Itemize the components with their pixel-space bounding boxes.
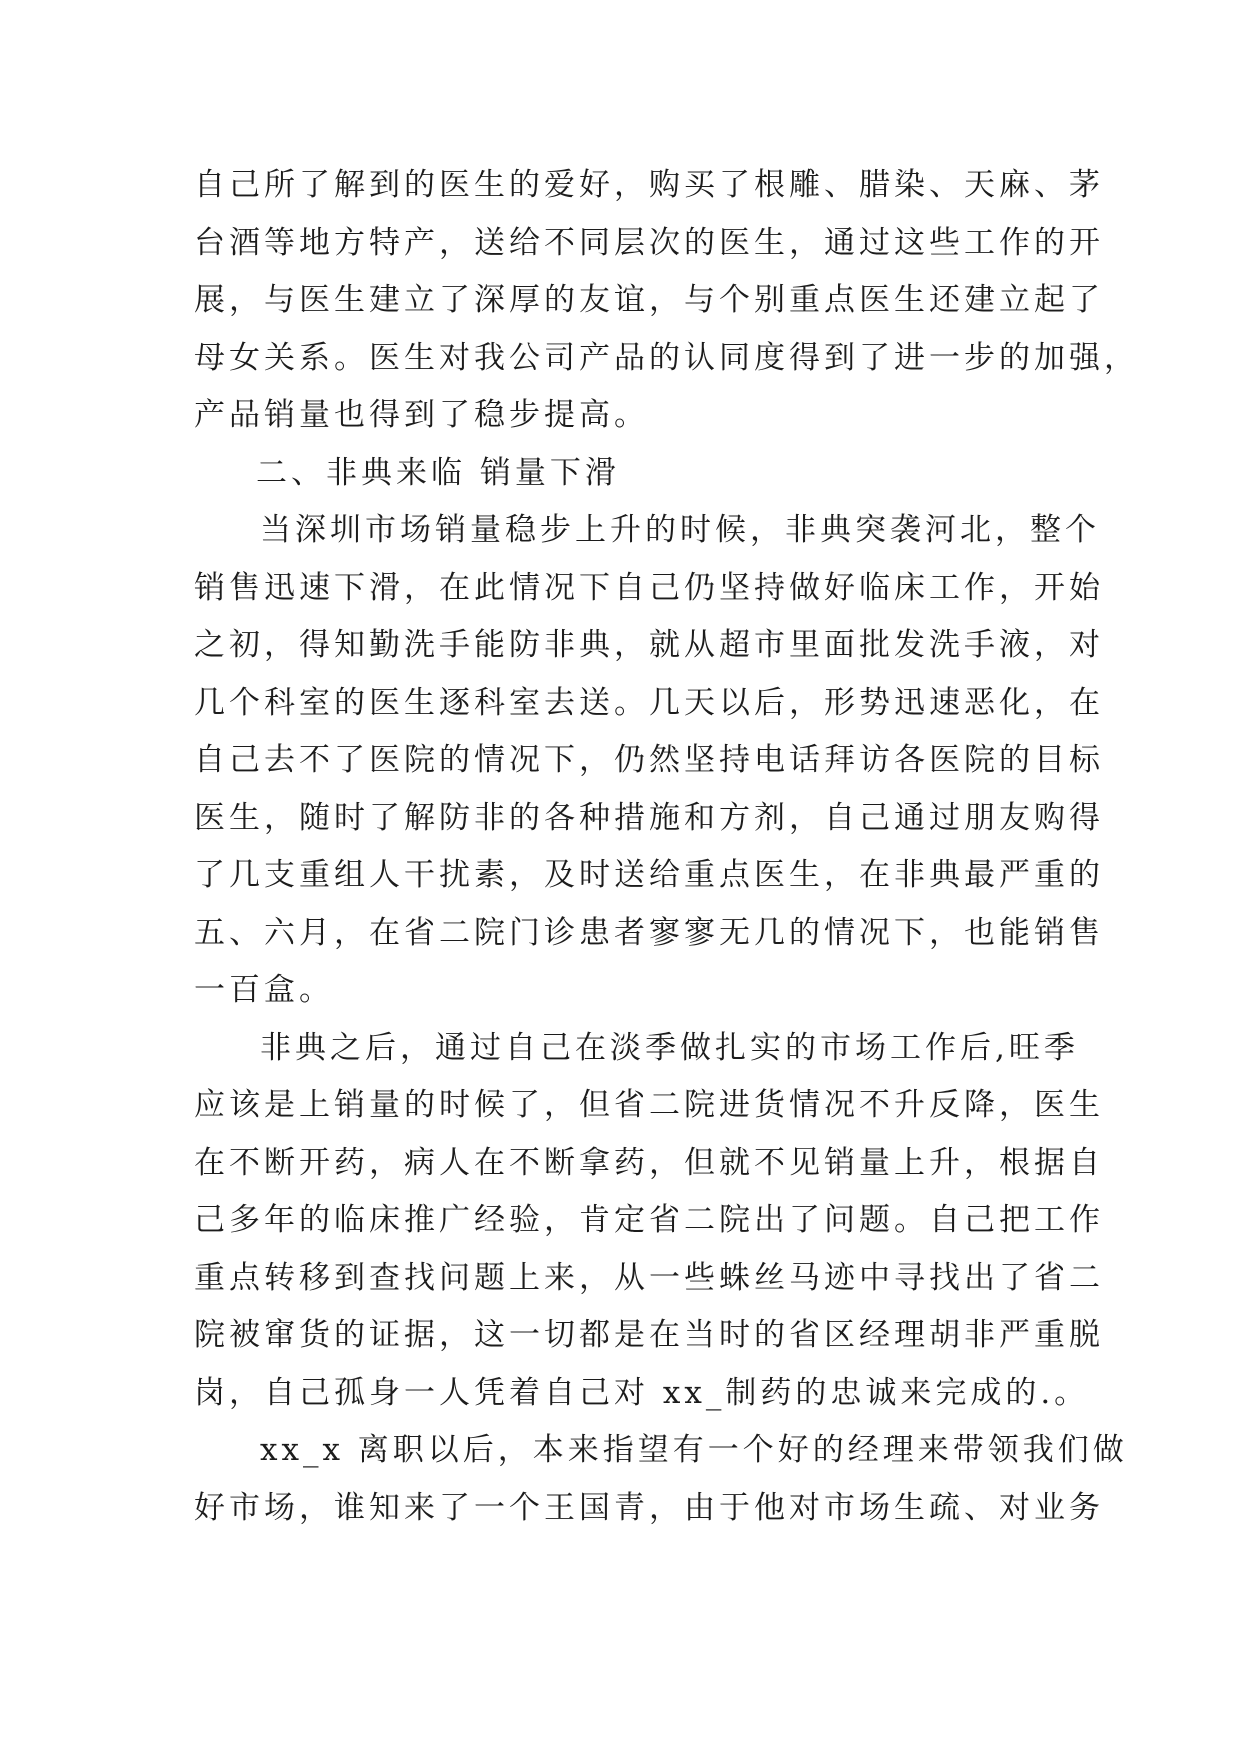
text-line: 院被窜货的证据，这一切都是在当时的省区经理胡非严重脱 xyxy=(194,1317,1104,1353)
text-line: 销售迅速下滑，在此情况下自己仍坚持做好临床工作，开始 xyxy=(194,569,1104,606)
text-line: 应该是上销量的时候了，但省二院进货情况不升反降，医生 xyxy=(194,1087,1104,1123)
paragraph-1 xyxy=(194,157,1139,445)
text-line: 己多年的临床推广经验，肯定省二院出了问题。自己把工作 xyxy=(194,1202,1104,1238)
paragraph-3 xyxy=(194,1020,1104,1423)
text-line: 五、六月，在省二院门诊患者寥寥无几的情况下，也能销售 xyxy=(194,914,1104,951)
text-line: 重点转移到查找问题上来，从一些蛛丝马迹中寻找出了省二 xyxy=(194,1259,1104,1296)
text-line: 在不断开药，病人在不断拿药，但就不见销量上升，根据自 xyxy=(194,1144,1104,1181)
text-line: 台酒等地方特产，送给不同层次的医生，通过这些工作的开 xyxy=(194,224,1104,261)
text-line: 岗，自己孤身一人凭着自己对 xx_制药的忠诚来完成的.。 xyxy=(194,1374,1090,1411)
text-line: 母女关系。医生对我公司产品的认同度得到了进一步的加强， xyxy=(194,339,1139,376)
text-line: 一百盒。 xyxy=(194,972,334,1008)
section-heading xyxy=(194,445,1058,503)
section-heading-text: 二、非典来临 销量下滑 xyxy=(256,454,620,491)
text-line: 展，与医生建立了深厚的友谊，与个别重点医生还建立起了 xyxy=(194,282,1104,318)
text-line: 产品销量也得到了稳步提高。 xyxy=(194,397,649,433)
paragraph-2 xyxy=(194,502,1104,1020)
document-body xyxy=(194,157,1139,1537)
text-line: 当深圳市场销量稳步上升的时候，非典突袭河北，整个 xyxy=(260,512,1100,548)
text-line: 自己去不了医院的情况下，仍然坚持电话拜访各医院的目标 xyxy=(194,742,1104,778)
text-line: 了几支重组人干扰素，及时送给重点医生，在非典最严重的 xyxy=(194,857,1104,893)
text-line: 医生，随时了解防非的各种措施和方剂，自己通过朋友购得 xyxy=(194,799,1104,836)
paragraph-4 xyxy=(194,1422,1128,1537)
text-line: 非典之后，通过自己在淡季做扎实的市场工作后,旺季 xyxy=(260,1029,1079,1066)
text-line: 之初，得知勤洗手能防非典，就从超市里面批发洗手液，对 xyxy=(194,627,1104,663)
text-line: xx_x 离职以后，本来指望有一个好的经理来带领我们做 xyxy=(260,1432,1128,1468)
text-line: 几个科室的医生逐科室去送。几天以后，形势迅速恶化，在 xyxy=(194,684,1104,721)
text-line: 好市场，谁知来了一个王国青，由于他对市场生疏、对业务 xyxy=(194,1489,1104,1526)
text-line: 自己所了解到的医生的爱好，购买了根雕、腊染、天麻、茅 xyxy=(194,167,1104,203)
